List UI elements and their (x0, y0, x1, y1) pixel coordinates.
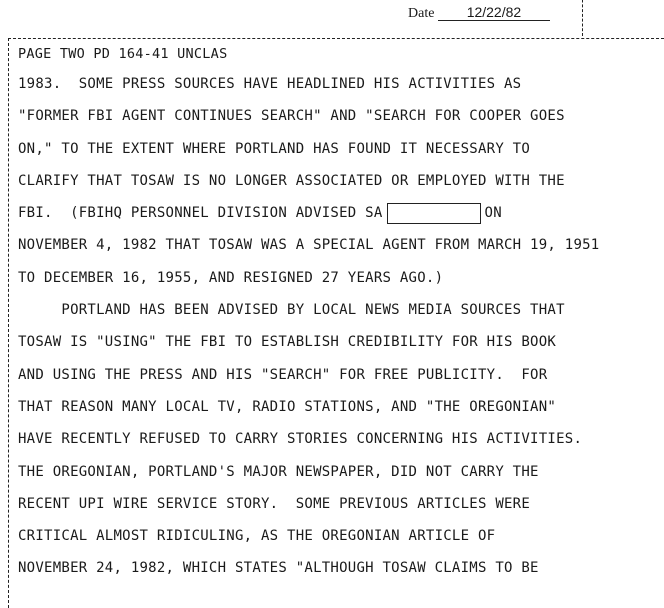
text-line: PORTLAND HAS BEEN ADVISED BY LOCAL NEWS MEDIA SOURCES THAT (18, 302, 565, 319)
text-line: HAVE RECENTLY REFUSED TO CARRY STORIES CONCERNING HIS ACTIVITIES. (18, 431, 583, 448)
redacted-line-before: FBI. (FBIHQ PERSONNEL DIVISION ADVISED SA (18, 205, 383, 222)
classification-label (402, 0, 449, 1)
redacted-text-line (18, 197, 664, 229)
date-label: Date (408, 6, 435, 21)
text-line: THAT REASON MANY LOCAL TV, RADIO STATIONS, AND "THE OREGONIAN" (18, 398, 557, 415)
date-row (408, 4, 550, 22)
text-line: NOVEMBER 4, 1982 THAT TOSAW WAS A SPECIAL AGENT FROM MARCH 19, 1951 (18, 237, 600, 254)
top-dashed-border (8, 38, 664, 39)
text-line: ON," TO THE EXTENT WHERE PORTLAND HAS FOUND IT NECESSARY TO (18, 140, 531, 157)
text-line: TO DECEMBER 16, 1955, AND RESIGNED 27 YEARS AGO.) (18, 269, 444, 286)
text-line: RECENT UPI WIRE SERVICE STORY. SOME PREVIOUS ARTICLES WERE (18, 495, 531, 512)
document-body (18, 40, 664, 585)
text-line: CRITICAL ALMOST RIDICULING, AS THE OREGONIAN ARTICLE OF (18, 528, 496, 545)
text-line: NOVEMBER 24, 1982, WHICH STATES "ALTHOUGH TOSAW CLAIMS TO BE (18, 560, 539, 577)
date-value: 12/22/82 (438, 4, 550, 21)
classification-row (384, 0, 449, 1)
text-line: "FORMER FBI AGENT CONTINUES SEARCH" AND "SEARCH FOR COOPER GOES (18, 108, 565, 125)
left-dashed-border (8, 38, 9, 608)
text-line: TOSAW IS "USING" THE FBI TO ESTABLISH CREDIBILITY FOR HIS BOOK (18, 334, 557, 351)
page-heading: PAGE TWO PD 164-41 UNCLAS (18, 46, 228, 62)
text-line: AND USING THE PRESS AND HIS "SEARCH" FOR FREE PUBLICITY. FOR (18, 366, 548, 383)
redacted-line-after: ON (484, 205, 502, 222)
redaction-box (387, 203, 481, 224)
text-line: 1983. SOME PRESS SOURCES HAVE HEADLINED HIS ACTIVITIES AS (18, 76, 522, 92)
header-form-box (350, 0, 583, 36)
text-line: THE OREGONIAN, PORTLAND'S MAJOR NEWSPAPER, DID NOT CARRY THE (18, 463, 539, 480)
text-line: CLARIFY THAT TOSAW IS NO LONGER ASSOCIATED OR EMPLOYED WITH THE (18, 172, 565, 189)
